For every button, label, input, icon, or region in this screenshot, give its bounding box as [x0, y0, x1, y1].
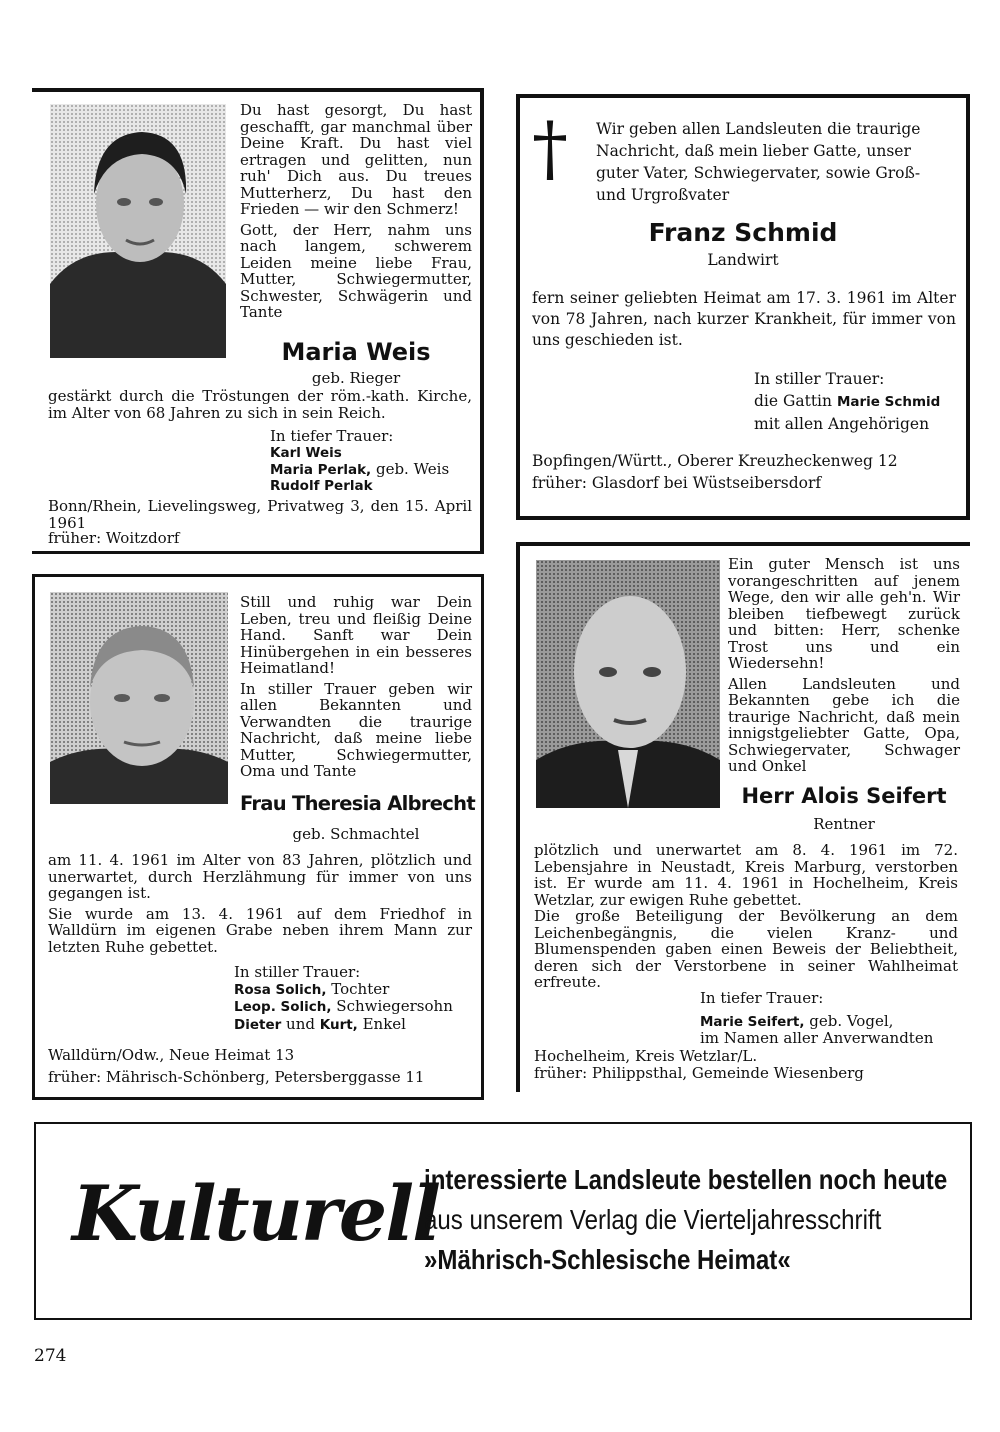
- mourner-suffix: im Namen aller Anverwandten: [700, 1029, 934, 1047]
- intro-text: In stiller Trauer geben wir allen Bekannten und Verwandten die traurige Nachricht, daß meine liebe Mutter, Schwiegermutter, Oma und Tante: [240, 679, 472, 780]
- deceased-name: Frau Theresia Albrecht: [240, 792, 475, 815]
- verse: Ein guter Mensch ist uns vorangeschritten auf jenem Wege, den wir alle geh'n. Wir bleiben tiefbewegt zurück und bitten: Herr, schenke Trost uns und ein Wiedersehn!: [728, 555, 960, 672]
- cross-icon: †: [532, 106, 568, 190]
- mourner-name: Kurt,: [319, 1016, 358, 1033]
- maiden-name: geb. Schmachtel: [292, 825, 420, 843]
- former-residence: früher: Mährisch-Schönberg, Petersberggasse 11: [48, 1068, 425, 1086]
- mourner-detail: geb. Vogel,: [804, 1011, 894, 1030]
- mourner-line: [234, 981, 474, 999]
- mourner-relation: Schwiegersohn: [331, 997, 453, 1015]
- tribute-text: Die große Beteiligung der Bevölkerung an dem Leichenbegängnis, die vielen Kranz- und Blumenspenden gaben einen Beweis der Beliebtheit, deren sich der Verstorbene in seiner Wahlheimat erfreute.: [534, 907, 958, 991]
- mourner-name: Leop. Solich,: [234, 999, 332, 1015]
- mourner-name: Maria Perlak,: [270, 461, 372, 478]
- address: Bonn/Rhein, Lievelingsweg, Privatweg 3, den 15. April 1961: [48, 497, 472, 532]
- ad-title: Kulturell: [72, 1169, 440, 1258]
- mourner-name: Karl Weis: [270, 444, 342, 461]
- address: Walldürn/Odw., Neue Heimat 13: [48, 1046, 295, 1064]
- mourner-relation: Enkel: [357, 1014, 406, 1033]
- verse: Still und ruhig war Dein Leben, treu und fleißig Deine Hand. Sanft war Dein Hinübergehen in ein besseres Heimatland!: [240, 593, 472, 677]
- mourner-relation: Tochter: [326, 979, 390, 998]
- mourning-label: In stiller Trauer:: [234, 963, 361, 981]
- mourner-detail: geb. Weis: [371, 459, 450, 478]
- burial-text: Sie wurde am 13. 4. 1961 auf dem Friedhof in Walldürn im eigenen Grabe neben ihrem Mann zur letzten Ruhe gebettet.: [48, 904, 472, 956]
- deceased-name: Maria Weis: [281, 338, 431, 366]
- deceased-name: Franz Schmid: [648, 218, 838, 247]
- mourner-line: [754, 390, 964, 413]
- mourner-line: [234, 998, 474, 1016]
- maiden-name: geb. Rieger: [311, 369, 401, 387]
- mourning-label: In stiller Trauer:: [754, 370, 885, 388]
- death-text: plötzlich und unerwartet am 8. 4. 1961 im 72. Lebensjahre in Neustadt, Kreis Marburg, verstorben ist. Er wurde am 11. 4. 1961 in Hochelheim, Kreis Wetzlar, zur ewigen Ruhe gebettet.: [534, 841, 958, 909]
- mourning-label: In tiefer Trauer:: [700, 989, 824, 1007]
- ad-line: interessierte Landsleute bestellen noch heute: [424, 1164, 948, 1195]
- mourner-name: Rudolf Perlak: [270, 478, 373, 494]
- mourner-line: [234, 1016, 474, 1034]
- page-number: 274: [34, 1346, 67, 1366]
- mourner-line: [270, 461, 480, 479]
- ad-line: aus unserem Verlag die Vierteljahresschrift: [424, 1204, 882, 1235]
- occupation: Rentner: [813, 815, 875, 833]
- address: Hochelheim, Kreis Wetzlar/L.: [534, 1047, 758, 1065]
- intro-text: Gott, der Herr, nahm uns nach langem, schwerem Leiden meine liebe Frau, Mutter, Schwiegermutter, Schwester, Schwägerin und Tante: [240, 220, 472, 321]
- address: Bopfingen/Württ., Oberer Kreuzheckenweg 12: [532, 452, 898, 470]
- mourner-name: Rosa Solich,: [234, 981, 327, 998]
- mourner-line: [700, 1013, 964, 1031]
- mourning-label: In tiefer Trauer:: [270, 427, 394, 445]
- portrait-photo-maria-weis: [50, 104, 226, 358]
- former-residence: früher: Woitzdorf: [48, 529, 180, 547]
- former-residence: früher: Philippsthal, Gemeinde Wiesenberg: [534, 1063, 864, 1082]
- intro-text: Allen Landsleuten und Bekannten gebe ich die traurige Nachricht, daß mein innigstgeliebter Gatte, Opa, Schwiegervater, Schwager und Onkel: [728, 674, 960, 775]
- former-residence: früher: Glasdorf bei Wüstseibersdorf: [532, 474, 822, 492]
- ad-magazine-title: »Mährisch-Schlesische Heimat«: [424, 1244, 791, 1275]
- death-text: am 11. 4. 1961 im Alter von 83 Jahren, plötzlich und unerwartet, durch Herzlähmung für immer von uns gegangen ist.: [48, 851, 472, 902]
- deceased-name: Herr Alois Seifert: [741, 784, 947, 808]
- mourner-name: Dieter: [234, 1016, 282, 1033]
- mourner-relation: die Gattin: [754, 392, 837, 410]
- portrait-photo-alois-seifert: [536, 560, 720, 808]
- mourner-connector: und: [281, 1014, 320, 1033]
- intro-text: Wir geben allen Landsleuten die traurige Nachricht, daß mein lieber Gatte, unser guter Vater, Schwiegervater, sowie Groß- und Urgroßvater: [596, 120, 921, 204]
- mourner-name: Marie Seifert,: [700, 1013, 805, 1030]
- death-text: gestärkt durch die Tröstungen der röm.-kath. Kirche, im Alter von 68 Jahren zu sich in sein Reich.: [48, 387, 472, 422]
- occupation: Landwirt: [707, 251, 779, 269]
- death-text: fern seiner geliebten Heimat am 17. 3. 1961 im Alter von 78 Jahren, nach kurzer Krankheit, für immer von uns geschieden ist.: [532, 289, 956, 349]
- portrait-photo-theresia-albrecht: [50, 592, 228, 804]
- verse: Du hast gesorgt, Du hast geschafft, gar manchmal über Deine Kraft. Du hast viel ertragen und gelitten, nun ruh' Dich aus. Du treues Mutterherz, Du hast den Frieden — wir den Schmerz!: [240, 101, 472, 218]
- mourner-name: Marie Schmid: [836, 394, 941, 410]
- mourner-suffix: mit allen Angehörigen: [754, 415, 930, 433]
